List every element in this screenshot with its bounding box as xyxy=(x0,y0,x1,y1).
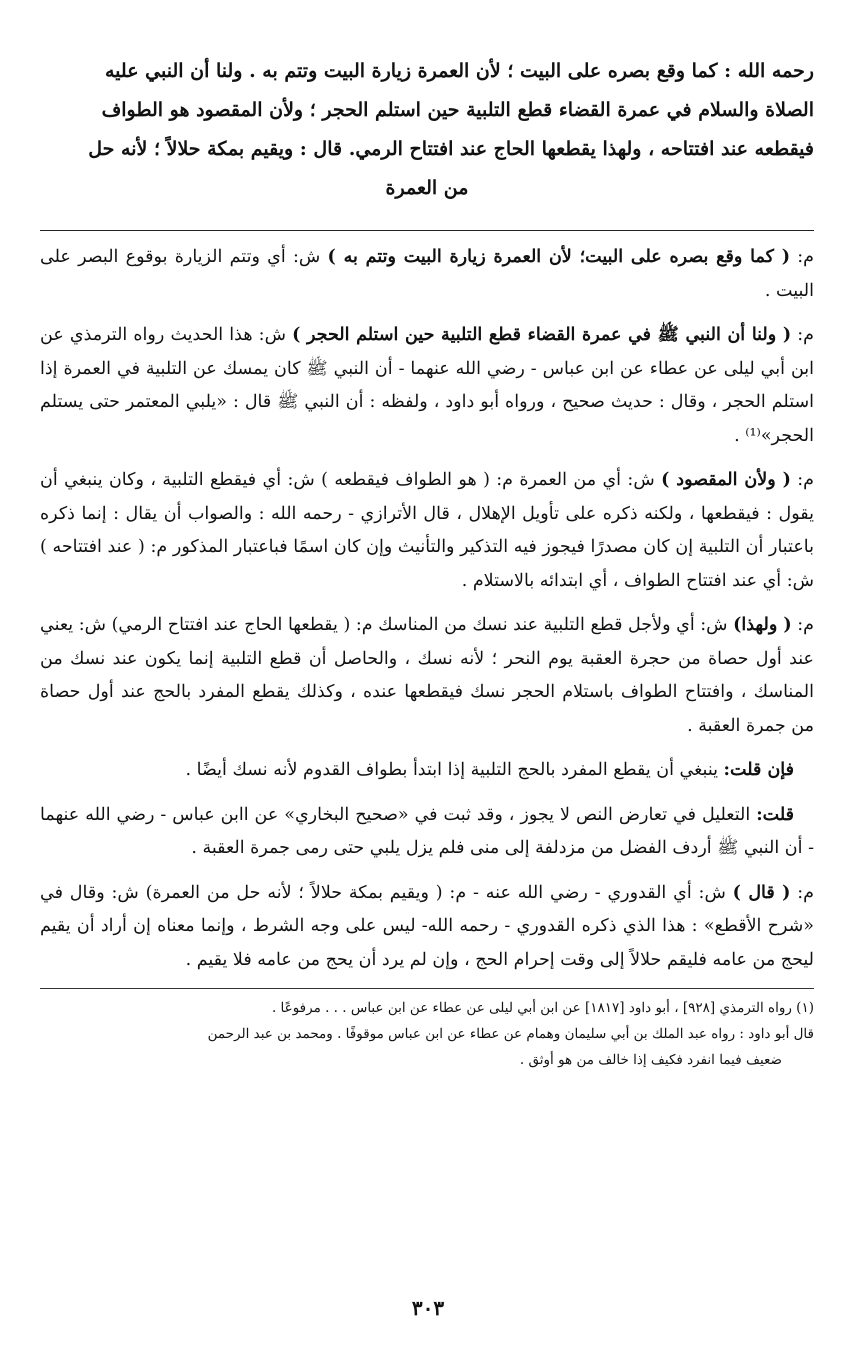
paragraph-text: ش: أي من العمرة م: ( هو الطواف فيقطعه ) ش: أي فيقطع التلبية ، وكان ينبغي أن يقول : فيقطعها ، ولكنه ذكره على تأويل الإهلال ، قال الأترازي - رحمه الله : والصواب أن يقال : إنما ذكره باعتبار أن التلبية إن كان مصدرًا فيجوز فيه التذكير والتأنيث وإن كان اسمًا فباعتبار المذكور م: ( عند افتتاحه ) ش: أي عند افتتاح الطواف ، أي ابتدائه بالاستلام . xyxy=(40,470,814,591)
paragraph-text: ش: هذا الحديث رواه الترمذي عن ابن أبي ليلى عن عطاء عن ابن عباس - رضي الله عنهما - أن النبي ﷺ كان يمسك عن التلبية في العمرة إذا استلم الحجر ، وقال : حديث صحيح ، ورواه أبو داود ، ولفظه : أن النبي ﷺ قال : «يلبي المعتمر حتى يستلم الحجر»⁽¹⁾ . xyxy=(40,325,814,446)
paragraph-quote: ( ولأن المقصود ) xyxy=(661,470,791,490)
paragraph-quote: ( ولهذا) xyxy=(733,615,792,635)
paragraph-text: التعليل في تعارض النص لا يجوز ، وقد ثبت في «صحيح البخاري» عن اابن عباس - رضي الله عنهما - أن النبي ﷺ أردف الفضل من مزدلفة إلى منى فلم يزل يلبي حتى رمى جمرة العقبة . xyxy=(40,804,814,858)
paragraph-prefix: م: xyxy=(791,615,814,635)
paragraph-prefix: م: xyxy=(791,325,814,345)
footnote-2: قال أبو داود : رواه عبد الملك بن أبي سليمان وهمام عن عطاء عن ابن عباس موقوفًا . ومحمد بن عبد الرحمن xyxy=(207,1026,814,1042)
paragraph-quote: قلت: xyxy=(756,804,794,825)
paragraph-prefix: م: xyxy=(790,882,814,903)
commentary-paragraph-4 xyxy=(40,609,814,743)
paragraph-prefix: م: xyxy=(789,247,814,267)
commentary-paragraph-7 xyxy=(40,877,814,978)
footnote-divider xyxy=(40,988,814,989)
paragraph-text: ينبغي أن يقطع المفرد بالحج التلبية إذا ابتدأ بطواف القدوم لأنه نسك أيضًا . xyxy=(185,760,724,780)
paragraph-prefix: م: xyxy=(790,470,815,490)
commentary-paragraph-3 xyxy=(40,464,814,598)
commentary-paragraph-6 xyxy=(40,799,814,866)
commentary-block xyxy=(40,241,814,977)
paragraph-quote: ( كما وقع بصره على البيت؛ لأن العمرة زيارة البيت وتتم به ) xyxy=(327,247,790,267)
commentary-paragraph-1 xyxy=(40,241,814,308)
matn-line-3: فيقطعه عند افتتاحه ، ولهذا يقطعها الحاج عند افتتاح الرمي. قال : ويقيم بمكة حلالاً ؛ لأنه حل xyxy=(88,138,814,160)
commentary-paragraph-5 xyxy=(40,754,814,788)
matn-line-2: الصلاة والسلام في عمرة القضاء قطع التلبية حين استلم الحجر ؛ ولأن المقصود هو الطواف xyxy=(101,99,814,121)
matn-divider xyxy=(40,230,814,231)
paragraph-text: ش: أي وتتم الزيارة بوقوع البصر على البيت . xyxy=(40,247,814,301)
paragraph-text: ش: أي ولأجل قطع التلبية عند نسك من المناسك م: ( يقطعها الحاج عند افتتاح الرمي) ش: يعني عند أول حصاة من حجرة العقبة يوم النحر ؛ لأنه نسك ، والحاصل أن قطع التلبية إنما يكون عند نسك من المناسك ، وافتتاح الطواف باستلام الحجر نسك فيقطعها عنده ، وكذلك يقطع المفرد بالحج عند أول حصاة من جمرة العقبة . xyxy=(40,615,814,736)
paragraph-quote: ( قال ) xyxy=(732,882,791,903)
matn-line-4: من العمرة xyxy=(385,177,469,199)
matn-line-1: رحمه الله : كما وقع بصره على البيت ؛ لأن العمرة زيارة البيت وتتم به . ولنا أن النبي عليه xyxy=(104,60,814,82)
commentary-paragraph-2 xyxy=(40,319,814,453)
paragraph-quote: فإن قلت: xyxy=(723,760,794,780)
matn-block xyxy=(40,52,814,208)
paragraph-quote: ( ولنا أن النبي ﷺ في عمرة القضاء قطع التلبية حين استلم الحجر ) xyxy=(292,325,792,345)
page-number: ٣٠٣ xyxy=(411,1296,445,1320)
footnotes-block xyxy=(40,995,814,1073)
footnote-3: ضعيف فيما انفرد فكيف إذا خالف من هو أوثق . xyxy=(519,1052,782,1068)
page-body xyxy=(40,52,814,1073)
paragraph-text: ش: أي القدوري - رضي الله عنه - م: ( ويقيم بمكة حلالاً ؛ لأنه حل من العمرة) ش: وقال في «شرح الأقطع» : هذا الذي ذكره القدوري - رحمه الله- ليس على وجه الشرط ، وإنما معناه إن أراد أن يقيم ليحج من عامه فليقم حلالاً إلى وقت إحرام الحج ، وإن لم يرد أن يحج من عامه فلا يقيم . xyxy=(40,882,814,970)
footnote-1: (١) رواه الترمذي [٩٢٨] ، أبو داود [١٨١٧] عن ابن أبي ليلى عن عطاء عن ابن عباس . . . مرفوعًا . xyxy=(271,1000,814,1016)
